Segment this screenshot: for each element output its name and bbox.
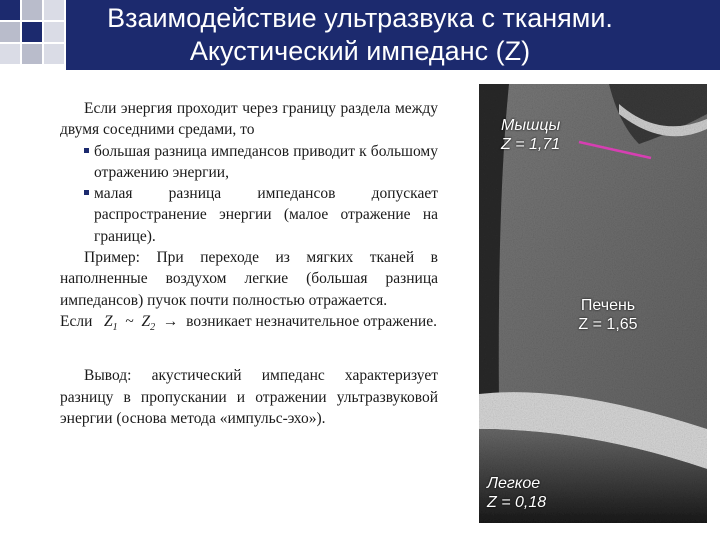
liver-label: Печень Z = 1,65 (578, 297, 638, 333)
decor-square (44, 44, 64, 64)
body-text (60, 98, 438, 429)
slide-title-line-1: Взаимодействие ультразвука с тканями. (107, 3, 613, 33)
bullet-square-icon (84, 190, 89, 195)
example-paragraph: Пример: При переходе из мягких тканей в наполненные воздухом легкие (большая разница импедансов) пучок почти полностью отражается. (60, 249, 438, 309)
bullet-item (60, 141, 438, 184)
bullet-text: большая разница импедансов приводит к большому отражению энергии, (94, 142, 438, 181)
formula-z1: $Z_1$ (104, 312, 118, 334)
decor-square (0, 0, 20, 20)
slide-title (80, 2, 640, 68)
formula-suffix: возникает незначительное отражение. (186, 312, 437, 330)
decor-square (22, 0, 42, 20)
decor-square (22, 22, 42, 42)
bullet-text: малая разница импедансов допускает распространение энергии (малое отражение на границе). (94, 185, 438, 245)
bullet-item (60, 183, 438, 247)
conclusion-paragraph: Вывод: акустический импеданс характеризует разницу в пропускании и отражении ультразвуковой энергии (основа метода «импульс-эхо»). (60, 367, 438, 427)
formula-sim: ~ (125, 312, 134, 330)
formula-z2: $Z_2$ (141, 312, 156, 334)
formula-prefix: Если (60, 312, 93, 330)
slide-title-line-2: Акустический импеданс (Z) (189, 36, 531, 66)
decor-square (0, 44, 20, 64)
formula-paragraph (60, 311, 438, 338)
decor-square (44, 22, 64, 42)
ultrasound-image (479, 84, 707, 523)
muscle-label: Мышцы Z = 1,71 (501, 117, 561, 153)
decor-square (44, 0, 64, 20)
decor-square (0, 22, 20, 42)
bullet-square-icon (84, 148, 89, 153)
lung-label: Легкое Z = 0,18 (487, 475, 547, 511)
decor-square (22, 44, 42, 64)
intro-paragraph: Если энергия проходит через границу раздела между двумя соседними средами, то (60, 100, 438, 139)
formula-arrow: → (162, 312, 179, 330)
